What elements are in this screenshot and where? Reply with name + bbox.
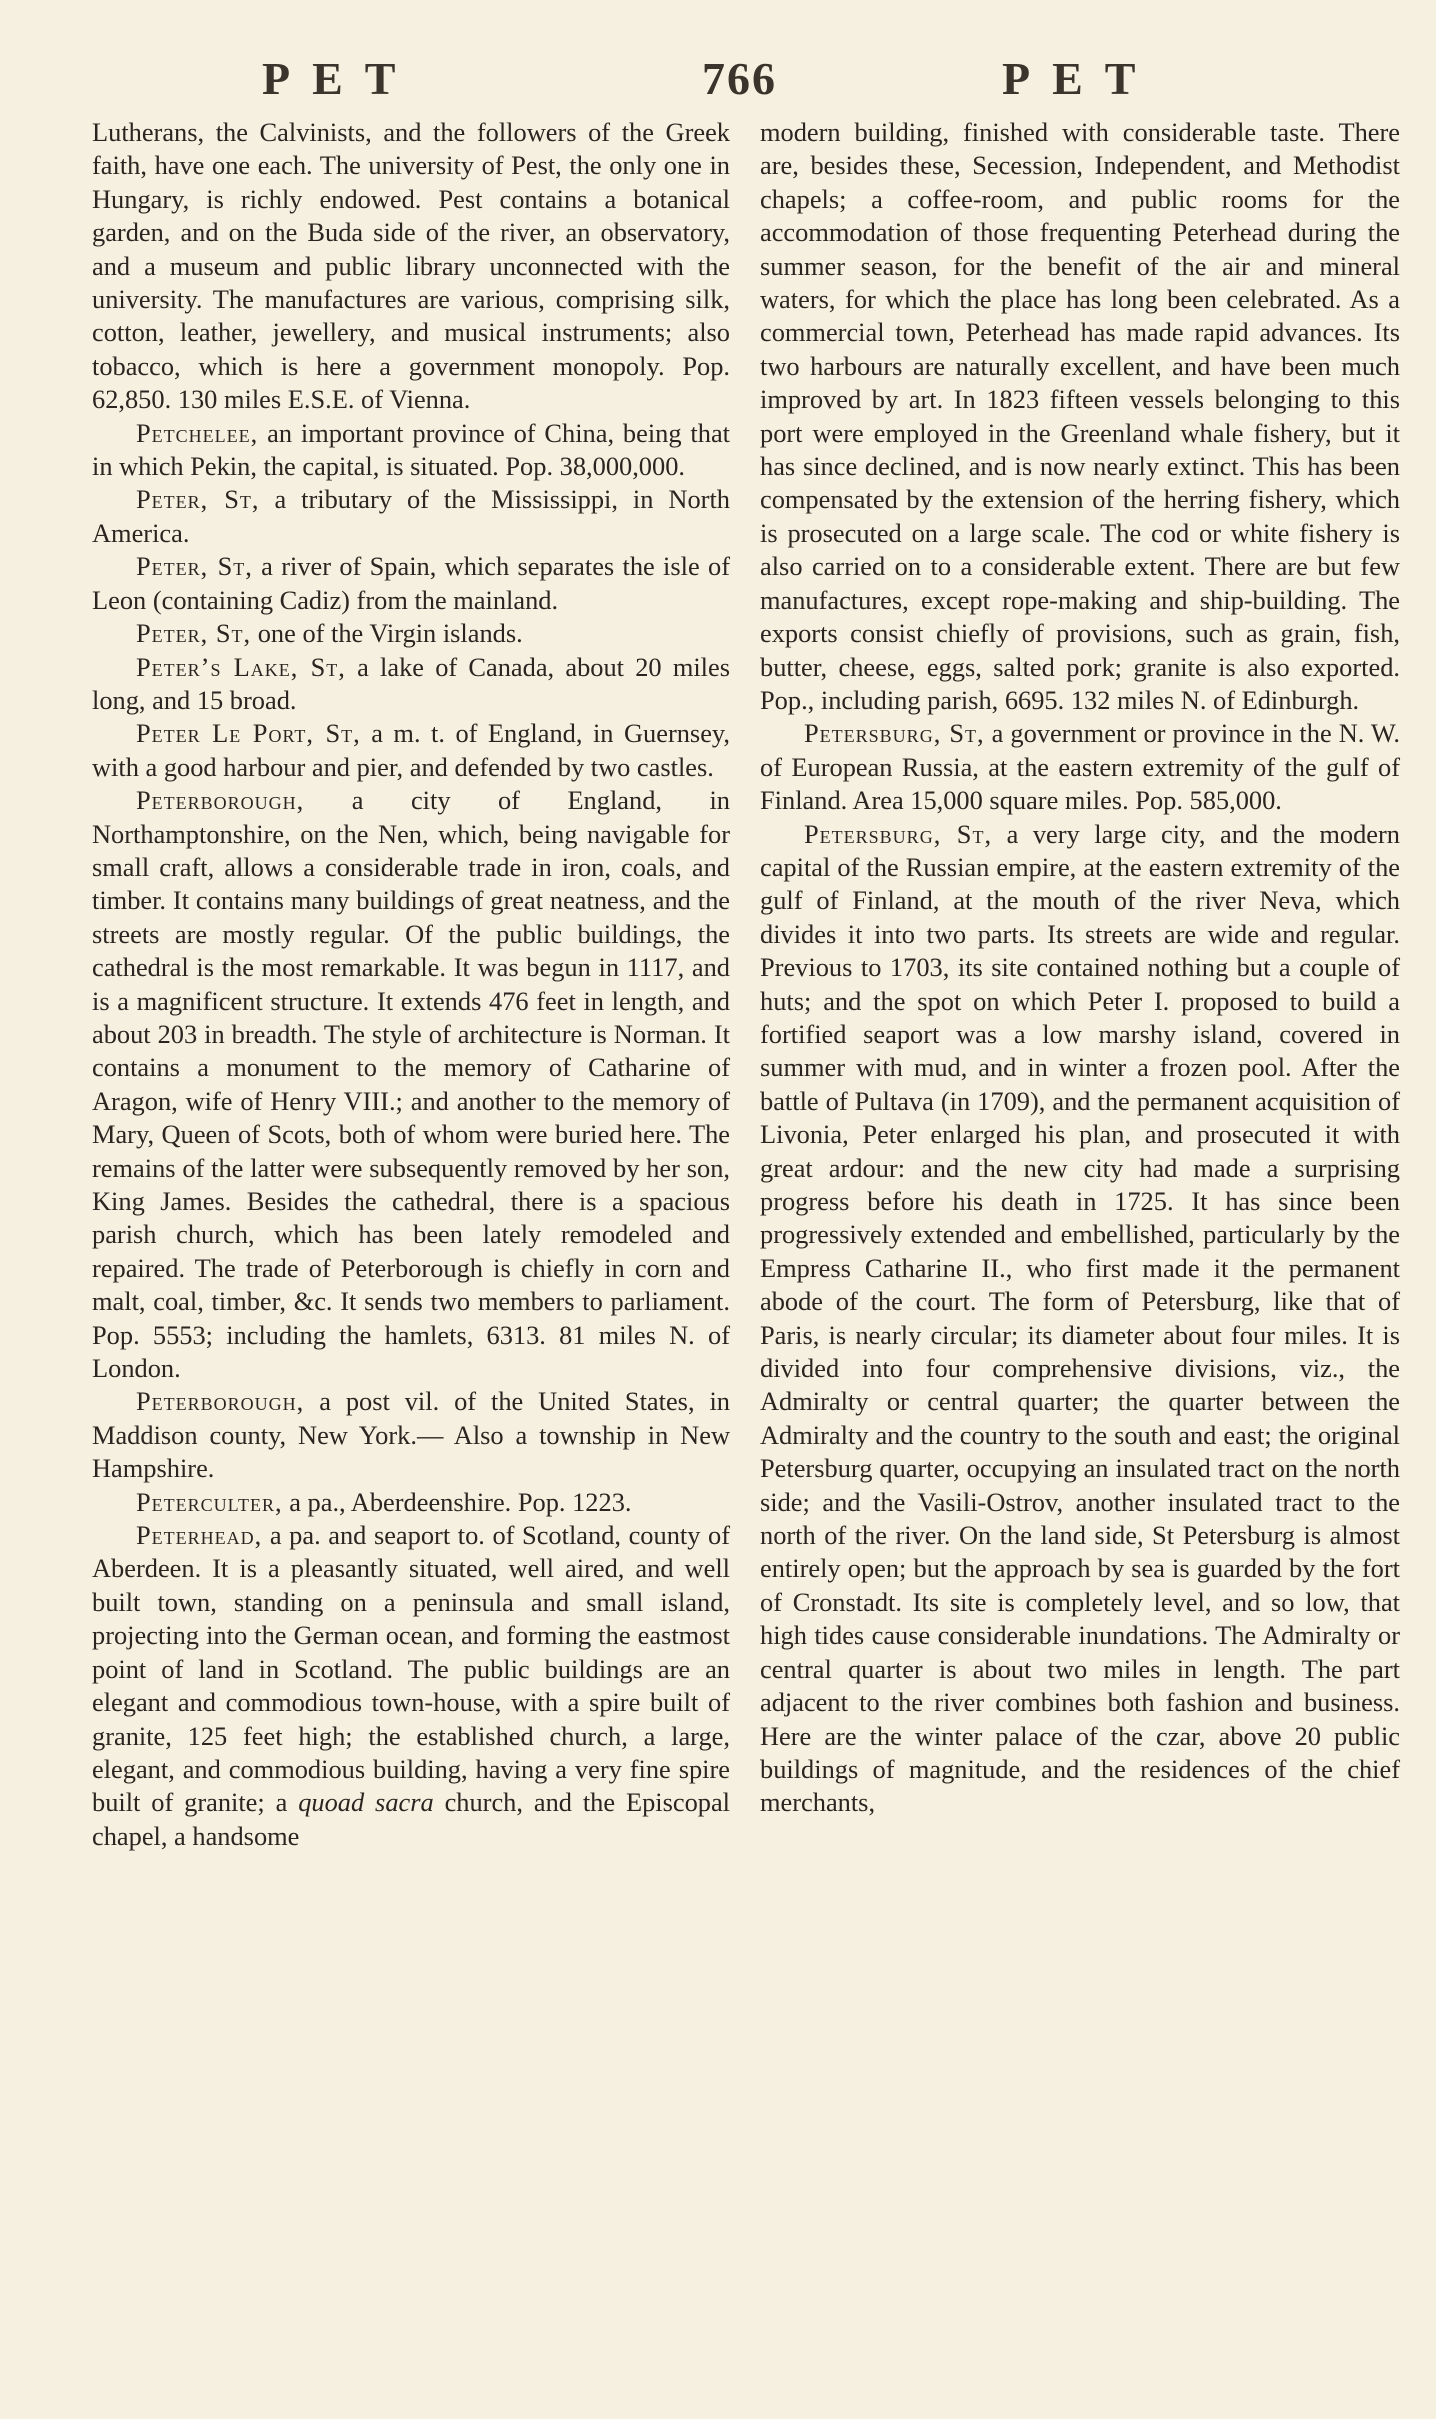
entry: Peterculter, a pa., Aberdeenshire. Pop. 1223. xyxy=(136,1486,632,1517)
italic-phrase: quoad sacra xyxy=(298,1787,434,1818)
entry-headword: Peterhead, xyxy=(136,1520,263,1551)
entry-headword: Peter Le Port, St, xyxy=(136,718,361,749)
entry: Lutherans, the Calvinists, and the followers of the Greek faith, have one each. The university of Pest, the only one in Hungary, is richly endowed. Pest contains a botanical garden, and on the Buda side of the river, an observatory, and a museum and public library unconnected with the university. The manufactures are various, comprising silk, cotton, leather, jewellery, and musical instruments; also tobacco, which is here a government monopoly. Pop. 62,850. 130 miles E.S.E. of Vienna. xyxy=(92,117,730,415)
entry: Peterborough, a post vil. of the United States, in Maddison county, New York.— Also a township in New Hampshire. xyxy=(92,1386,730,1484)
entry-headword: Petersburg, St, xyxy=(804,718,985,749)
entry-headword: Peterborough, xyxy=(136,1386,305,1417)
entry-headword: Peter, St, xyxy=(136,618,252,649)
entry: Petchelee, an important province of China, being that in which Pekin, the capital, is situated. Pop. 38,000,000. xyxy=(92,417,730,482)
right-column xyxy=(760,116,1400,1820)
entry-headword: Petchelee, xyxy=(136,417,259,448)
entry-headword: Peter, St, xyxy=(136,551,253,582)
entry-headword: Peterculter, xyxy=(136,1486,283,1517)
page-number: 766 xyxy=(702,53,777,104)
header-right-word: PET xyxy=(1002,53,1158,104)
left-column xyxy=(92,116,730,1853)
entry: Petersburg, St, a government or province in the N. W. of European Russia, at the eastern extremity of the gulf of Finland. Area 15,000 square miles. Pop. 585,000. xyxy=(760,718,1400,816)
entry-headword: Peter’s Lake, St, xyxy=(136,651,346,682)
entry-headword: Petersburg, St, xyxy=(804,818,993,849)
entry: modern building, finished with considerable taste. There are, besides these, Secession, Independent, and Methodist chapels; a coffee-room, and public rooms for the accommodation of those frequenting Peterhead during the summer season, for the benefit of the air and mineral waters, for which the place has long been celebrated. As a commercial town, Peterhead has made rapid advances. Its two harbours are naturally excellent, and have been much improved by art. In 1823 fifteen vessels belonging to this port were employed in the Greenland whale fishery, but it has since declined, and is now nearly extinct. This has been compensated by the extension of the herring fishery, which is prosecuted on a large scale. The cod or white fishery is also carried on to a considerable extent. There are but few manufactures, except rope-making and ship-building. The exports consist chiefly of provisions, such as grain, fish, butter, cheese, eggs, salted pork; granite is also exported. Pop., including parish, 6695. 132 miles N. of Edinburgh. xyxy=(760,117,1400,715)
entry-headword: Peterborough, xyxy=(136,785,305,816)
entry: Peter, St, a river of Spain, which separates the isle of Leon (containing Cadiz) from the mainland. xyxy=(92,551,730,615)
entry-headword: Peter, St, xyxy=(136,484,260,515)
header-left-word: PET xyxy=(262,53,418,104)
entry: Peter’s Lake, St, a lake of Canada, about 20 miles long, and 15 broad. xyxy=(92,651,730,715)
entry: Peter, St, one of the Virgin islands. xyxy=(136,618,523,649)
entry: Petersburg, St, a very large city, and the modern capital of the Russian empire, at the eastern extremity of the gulf of Finland, at the mouth of the river Neva, which divides it into two parts. Its streets are wide and regular. Previous to 1703, its site contained nothing but a couple of huts; and the spot on which Peter I. proposed to build a fortified seaport was a low marshy island, covered in summer with mud, and in winter a frozen pool. After the battle of Pultava (in 1709), and the permanent acquisition of Livonia, Peter enlarged his plan, and prosecuted it with great ardour: and the new city had made a surprising progress before his death in 1725. It has since been progressively extended and embellished, particularly by the Empress Catharine II., who first made it the permanent abode of the court. The form of Petersburg, like that of Paris, is nearly circular; its diameter about four miles. It is divided into four comprehensive divisions, viz., the Admiralty or central quarter; the quarter between the Admiralty and the country to the south and east; the original Petersburg quarter, occupying an insulated tract on the north side; and the Vasili-Ostrov, another insulated tract to the north of the river. On the land side, St Petersburg is almost entirely open; but the approach by sea is guarded by the fort of Cronstadt. Its site is completely level, and so low, that high tides cause considerable inundations. The Admiralty or central quarter is about two miles in length. The part adjacent to the river combines both fashion and business. Here are the winter palace of the czar, above 20 public buildings of magnitude, and the residences of the chief merchants, xyxy=(760,818,1400,1818)
entry: Peterhead, a pa. and seaport to. of Scotland, county of Aberdeen. It is a pleasantly situated, well aired, and well built town, standing on a peninsula and small island, projecting into the German ocean, and forming the eastmost point of land in Scotland. The public buildings are an elegant and commodious town-house, with a spire built of granite, 125 feet high; the established church, a large, elegant, and commodious building, having a very fine spire built of granite; a quoad sacra church, and the Episcopal chapel, a handsome xyxy=(92,1520,731,1851)
entry: Peter, St, a tributary of the Mississippi, in North America. xyxy=(92,484,730,548)
entry: Peterborough, a city of England, in Northamptonshire, on the Nen, which, being navigable for small craft, allows a considerable trade in iron, coals, and timber. It contains many buildings of great neatness, and the streets are mostly regular. Of the public buildings, the cathedral is the most remarkable. It was begun in 1117, and is a magnificent structure. It extends 476 feet in length, and about 203 in breadth. The style of architecture is Norman. It contains a monument to the memory of Catharine of Aragon, wife of Henry VIII.; and another to the memory of Mary, Queen of Scots, both of whom were buried here. The remains of the latter were subsequently removed by her son, King James. Besides the cathedral, there is a spacious parish church, which has been lately remodeled and repaired. The trade of Peterborough is chiefly in corn and malt, coal, timber, &c. It sends two members to parliament. Pop. 5553; including the hamlets, 6313. 81 miles N. of London. xyxy=(92,785,730,1384)
running-header xyxy=(0,52,1436,112)
entry: Peter Le Port, St, a m. t. of England, in Guernsey, with a good harbour and pier, and defended by two castles. xyxy=(92,718,730,782)
